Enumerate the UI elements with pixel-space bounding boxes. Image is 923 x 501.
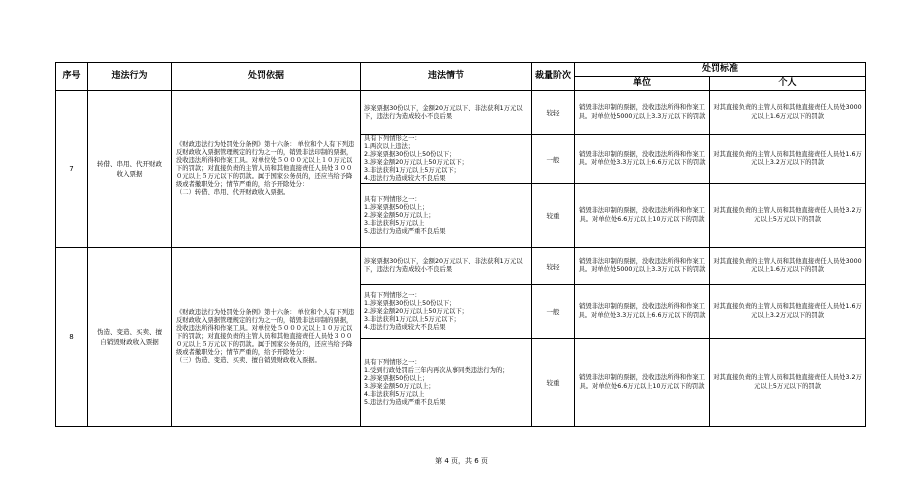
discretion-level: 较轻 <box>532 248 575 285</box>
individual-penalty: 对其直接负责的主管人员和其他直接责任人员处1.6万元以上3.2万元以下的罚款 <box>710 285 866 339</box>
row-number: 8 <box>56 248 88 427</box>
header-individual: 个人 <box>710 77 866 91</box>
table-row <box>56 248 866 285</box>
individual-penalty: 对其直接负责的主管人员和其他直接责任人员处3.2万元以上5万元以下的罚款 <box>710 339 866 427</box>
discretion-level: 较轻 <box>532 91 575 135</box>
violation-situation: 具有下列情形之一： 1.受到行政处罚后三年内再次从事同类违法行为的； 2.涉案票据50份以上； 3.涉案金额50万元以上； 4.非法获利5万元以上 5.违法行为造成严重不良后果 <box>361 339 532 427</box>
penalty-standard-table <box>55 62 866 427</box>
unit-penalty: 销毁非法印制的票据，没收违法所得和作案工具。对单位处3.3万元以上6.6万元以下的罚款 <box>575 285 710 339</box>
violation-situation: 具有下列情形之一： 1.涉案票据50份以上； 2.涉案金额50万元以上； 3.非法获利5万元以上 5.违法行为造成严重不良后果 <box>361 184 532 248</box>
discretion-level: 较重 <box>532 339 575 427</box>
individual-penalty: 对其直接负责的主管人员和其他直接责任人员处3000元以上1.6万元以下的罚款 <box>710 91 866 135</box>
penalty-basis: 《财政违法行为处罚处分条例》第十六条： 单位和个人有下列违反财政收入票据管理规定的行为之一的，销毁非法印制的票据，没收违法所得和作案工具。对单位处５０００元以上１０万元以下的罚款；对直接负责的主管人员和其他直接责任人员处３０００元以上５万元以下的罚款。属于国家公务员的，还应当给予降级或者撤职处分；情节严重的，给予开除处分： （二）转借、串用、代开财政收入票据。 <box>172 91 361 248</box>
individual-penalty: 对其直接负责的主管人员和其他直接责任人员处3.2万元以上5万元以下的罚款 <box>710 184 866 248</box>
table-row <box>56 91 866 135</box>
violation-situation: 具有下列情形之一： 1.涉案票据30份以上50份以下； 2.涉案金额20万元以上50万元以下； 3.非法获利1万元以上5万元以下； 4.违法行为造成较大不良后果 <box>361 285 532 339</box>
individual-penalty: 对其直接负责的主管人员和其他直接责任人员处3000元以上1.6万元以下的罚款 <box>710 248 866 285</box>
individual-penalty: 对其直接负责的主管人员和其他直接责任人员处1.6万元以上3.2万元以下的罚款 <box>710 135 866 184</box>
header-basis: 处罚依据 <box>172 63 361 91</box>
violation-situation: 具有下列情形之一： 1.两次以上违法； 2.涉案票据30份以上50份以下； 3.涉案金额20万元以上50万元以下； 3.非法获利1万元以上5万元以下； 4.违法行为造成较大不良后果 <box>361 135 532 184</box>
header-situation: 违法情节 <box>361 63 532 91</box>
header-standard: 处罚标准 <box>575 63 866 77</box>
header-act: 违法行为 <box>88 63 172 91</box>
violation-act: 伪造、变造、买卖、擅自销毁财政收入票据 <box>88 248 172 427</box>
unit-penalty: 销毁非法印制的票据，没收违法所得和作案工具。对单位处6.6万元以上10万元以下的罚款 <box>575 339 710 427</box>
unit-penalty: 销毁非法印制的票据，没收违法所得和作案工具。对单位处5000元以上3.3万元以下的罚款 <box>575 91 710 135</box>
unit-penalty: 销毁非法印制的票据，没收违法所得和作案工具。对单位处3.3万元以上6.6万元以下的罚款 <box>575 135 710 184</box>
row-number: 7 <box>56 91 88 248</box>
header-level: 裁量阶次 <box>532 63 575 91</box>
penalty-basis: 《财政违法行为处罚处分条例》第十六条： 单位和个人有下列违反财政收入票据管理规定的行为之一的，销毁非法印制的票据，没收违法所得和作案工具。对单位处５０００元以上１０万元以下的罚款；对直接负责的主管人员和其他直接责任人员处３０００元以上５万元以下的罚款。属于国家公务员的，还应当给予降级或者撤职处分；情节严重的，给予开除处分： （三）伪造、变造、买卖、擅自销毁财政收入票据。 <box>172 248 361 427</box>
page-footer: 第 4 页，共 6 页 <box>435 457 488 465</box>
unit-penalty: 销毁非法印制的票据，没收违法所得和作案工具。对单位处6.6万元以上10万元以下的罚款 <box>575 184 710 248</box>
unit-penalty: 销毁非法印制的票据，没收违法所得和作案工具。对单位处5000元以上3.3万元以下的罚款 <box>575 248 710 285</box>
violation-act: 转借、串用、代开财政收入票据 <box>88 91 172 248</box>
discretion-level: 一般 <box>532 135 575 184</box>
header-unit: 单位 <box>575 77 710 91</box>
discretion-level: 较重 <box>532 184 575 248</box>
violation-situation: 涉案票据30份以下，金额20万元以下、非法获利1万元以下，违法行为造成较小不良后果 <box>361 248 532 285</box>
violation-situation: 涉案票据30份以下，金额20万元以下、非法获利1万元以下，违法行为造成较小不良后果 <box>361 91 532 135</box>
discretion-level: 一般 <box>532 285 575 339</box>
header-no: 序号 <box>56 63 88 91</box>
